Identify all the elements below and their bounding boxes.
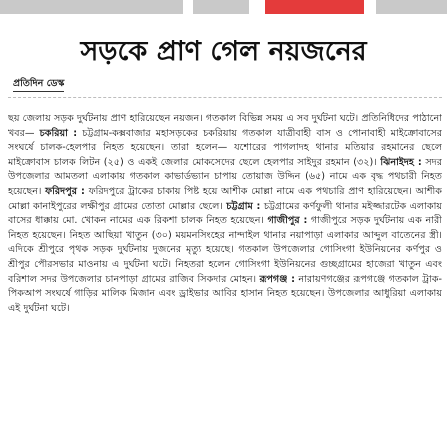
divider: [8, 97, 442, 98]
body-text-run: গাজীপুরে সড়ক দুর্ঘটনায় এক নারী নিহত হয়েছেন। নিহত আছিয়া খাতুন (৩০) ময়মনসিংহের নান্দাইল থানার নয়াপাড়া এলাকার আব্দুল বাতেনের স্ত্রী। এদিকে শ্রীপুরে পৃথক সড়ক দুর্ঘটনায় দুজনের মৃত্যু হয়েছে। গতকাল উপজেলার গোসিংগা ইউনিয়নের কর্ণপুর ও শ্রীপুর পৌরসভার মাওনায় এ দুর্ঘটনা ঘটে। নিহতরা হলেন গোসিংগা ইউনিয়নের গুচ্ছগ্রামের হাজেরা খাতুন এবং বরিশাল সদর উপজেলার চানপাড়া গ্রামের রাজিব সিকদার মোহন।: [8, 215, 442, 285]
top-bar-gray-segment: [0, 0, 183, 14]
article-headline: সড়কে প্রাণ গেল নয়জনের: [80, 36, 367, 67]
article-byline: প্রতিদিন ডেস্ক: [13, 78, 64, 92]
dateline-label: গাজীপুর :: [267, 215, 308, 227]
top-bar-gray-segment: [193, 0, 249, 14]
top-color-bar: [0, 0, 447, 16]
body-text-run: ছয় জেলায় সড়ক দুর্ঘটনায় প্রাণ হারিয়েছেন নয়জন। গতকাল বিভিন্ন সময় এ সব দুর্ঘটনা ঘটে। প্রতিনিধিদের পাঠানো খবর—: [8, 113, 442, 139]
body-text-run: ফরিদপুরে ট্রাকের চাকায় পিষ্ট হয়ে আশীক মোল্লা নামে এক পথচারি প্রাণ হারিয়েছেন। আশীক মোল্লা কানাইপুরের লক্ষীপুর গ্রামের তোতা মোল্লার ছেলে।: [8, 185, 442, 212]
article-body: [8, 112, 442, 417]
body-text-run: নারায়ণগঞ্জের রূপগঞ্জে গতকাল ট্রাক-পিকআপ সংঘর্ষে গাড়ির মালিক মিজান এবং ড্রাইভার আবির হাসান নিহত হয়েছেন। উপজেলার আধুরিয়া এলাকায় এই দুর্ঘটনা ঘটে।: [8, 273, 442, 314]
body-text-run: সদর উপজেলার আমতলা এলাকায় গতকাল কাভার্ডভ্যান চাপায় তোয়াজ উদ্দিন (৬৫) নামে এক বৃদ্ধ পথচারী নিহত হয়েছেন।: [8, 156, 442, 197]
top-bar-red-segment: [265, 0, 364, 14]
body-text-run: চট্টগ্রামের কর্ণফুলী থানার মইজ্জারটেক এলাকায় বাসের ধাক্কায় মো. খোকন নামের এক রিকশা চালক নিহত হয়েছেন।: [8, 200, 442, 227]
dateline-label: ফরিদপুর :: [45, 185, 85, 197]
top-bar-gray-segment: [376, 0, 447, 14]
body-text-run: চট্টগ্রাম-কক্সবাজার মহাসড়কের চকরিয়ায় গতকাল যাত্রীবাহী বাস ও পোনাবাহী মাইক্রোবাসের সংঘর্ষে চালক-হেলপার নিহত হয়েছেন। তারা হলেন— যশোরের পাগলাদহ থানার মতিয়ার রহমানের ছেলে মাইক্রোবাস চালক লিটন (২৫) ও একই জেলার মোকসেদের ছেলে হেলপার সাইদুর রহমান (৩২)।: [8, 127, 442, 168]
dateline-label: রূপগঞ্জ :: [259, 273, 295, 285]
dateline-label: চকরিয়া :: [39, 127, 78, 139]
dateline-label: ঝিনাইদহ :: [380, 156, 422, 168]
article-paragraph: [8, 112, 442, 316]
dateline-label: চট্টগ্রাম :: [226, 200, 261, 212]
